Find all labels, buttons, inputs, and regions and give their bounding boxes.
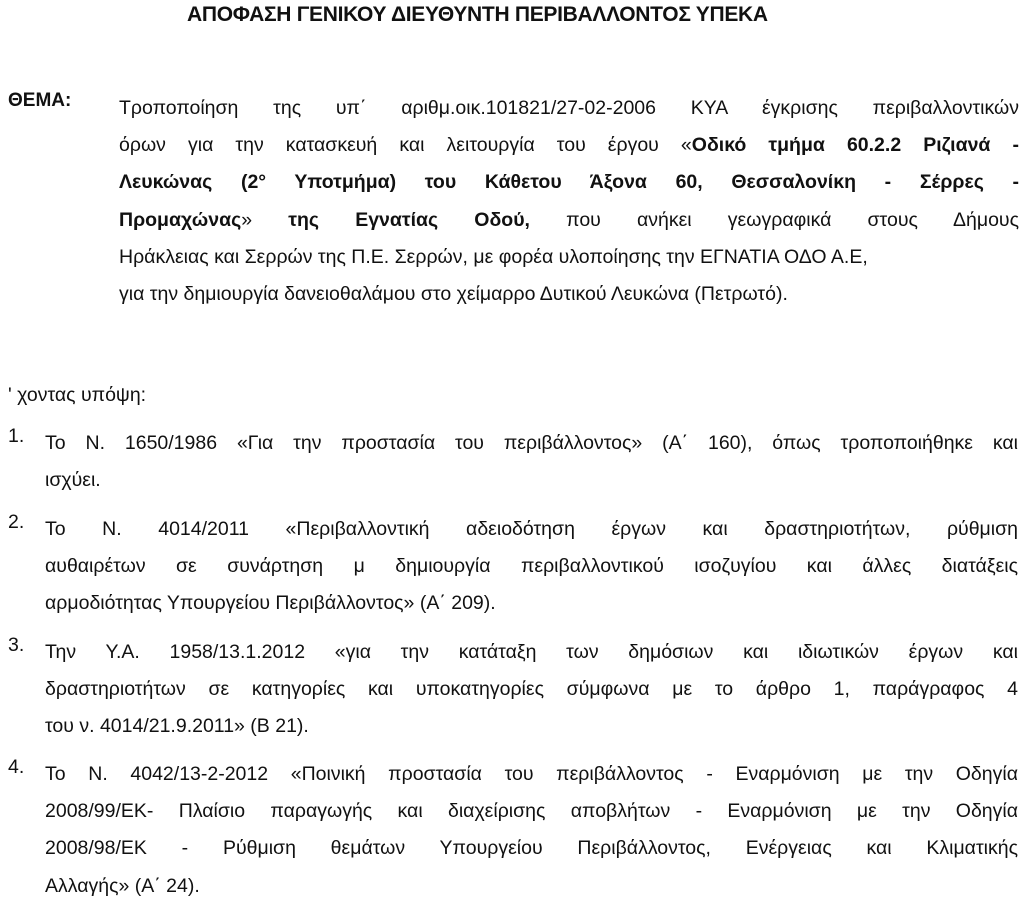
document-title: ΑΠΟΦΑΣΗ ΓΕΝΙΚΟΥ ΔΙΕΥΘΥΝΤΗ ΠΕΡΙΒΑΛΛΟΝΤΟΣ ΥΠΕΚΑ	[187, 3, 768, 26]
subject-line: Τροποποίηση της υπ΄ αριθμ.οικ.101821/27-02-2006 ΚΥΑ έγκρισης περιβαλλοντικών	[119, 97, 1019, 119]
subject-label: ΘΕΜΑ:	[8, 90, 72, 111]
list-item-text	[45, 634, 1018, 746]
list-item-line: 2008/98/ΕΚ - Ρύθμιση θεμάτων Υπουργείου Περιβάλλοντος, Ενέργειας και Κλιματικής	[45, 837, 1018, 860]
list-item-line: ισχύει.	[45, 469, 101, 492]
list-item-line: Το Ν. 4042/13-2-2012 «Ποινική προστασία του περιβάλλοντος - Εναρμόνιση με την Οδηγία	[45, 763, 1018, 785]
list-item-number: 1.	[8, 425, 25, 447]
list-item-text	[45, 511, 1018, 623]
list-item-number: 3.	[8, 634, 25, 656]
subject-text: που ανήκει γεωγραφικά στους Δήμους	[529, 208, 1019, 231]
road-name-bold: της Εγνατίας Οδού,	[288, 208, 530, 231]
list-item-line: αρμοδιότητας Υπουργείου Περιβάλλοντος» (Α΄ 209).	[45, 592, 496, 615]
list-item-number: 4.	[8, 756, 25, 778]
list-item-text	[45, 425, 1018, 499]
list-item-line: Το Ν. 1650/1986 «Για την προστασία του περιβάλλοντος» (Α΄ 160), όπως τροποποιήθηκε και	[45, 432, 1018, 454]
list-item-line: Το Ν. 4014/2011 «Περιβαλλοντική αδειοδότηση έργων και δραστηριοτήτων, ρύθμιση	[45, 518, 1018, 540]
list-item-line: 2008/99/ΕΚ- Πλαίσιο παραγωγής και διαχείρισης αποβλήτων - Εναρμόνιση με την Οδηγία	[45, 800, 1018, 823]
list-item-line: αυθαιρέτων σε συνάρτηση μ δημιουργία περιβαλλοντικού ισοζυγίου και άλλες διατάξεις	[45, 555, 1018, 578]
list-item-line: Την Υ.Α. 1958/13.1.2012 «για την κατάταξη των δημόσιων και ιδιωτικών έργων και	[45, 641, 1018, 663]
subject-text: όρων για την κατασκευή και λειτουργία του έργου «	[119, 134, 692, 157]
list-item-line: δραστηριοτήτων σε κατηγορίες και υποκατηγορίες σύμφωνα με το άρθρο 1, παράγραφος 4	[45, 678, 1018, 701]
list-item-text	[45, 756, 1018, 905]
project-name-bold: Προμαχώνας	[119, 208, 242, 231]
list-item-number: 2.	[8, 511, 25, 533]
subject-line: Ηράκλειας και Σερρών της Π.Ε. Σερρών, με φορέα υλοποίησης την ΕΓΝΑΤΙΑ ΟΔΟ Α.Ε,	[119, 245, 868, 268]
subject-body	[119, 90, 1019, 313]
subject-line: για την δημιουργία δανειοθαλάμου στο χείμαρρο Δυτικού Λευκώνα (Πετρωτό).	[119, 283, 788, 306]
project-name-bold: Λευκώνας (2° Υποτμήμα) του Κάθετου Άξονα 60, Θεσσαλονίκη - Σέρρες -	[119, 171, 1019, 194]
subject-line	[119, 127, 1019, 164]
considering-heading: ' χοντας υπόψη:	[8, 384, 147, 406]
project-name-bold: Οδικό τμήμα 60.2.2 Ριζιανά -	[691, 134, 1019, 157]
list-item-line: Αλλαγής» (Α΄ 24).	[45, 874, 200, 897]
subject-text: »	[241, 208, 289, 231]
subject-line	[119, 202, 1019, 239]
list-item-line: του ν. 4014/21.9.2011» (Β 21).	[45, 715, 309, 738]
